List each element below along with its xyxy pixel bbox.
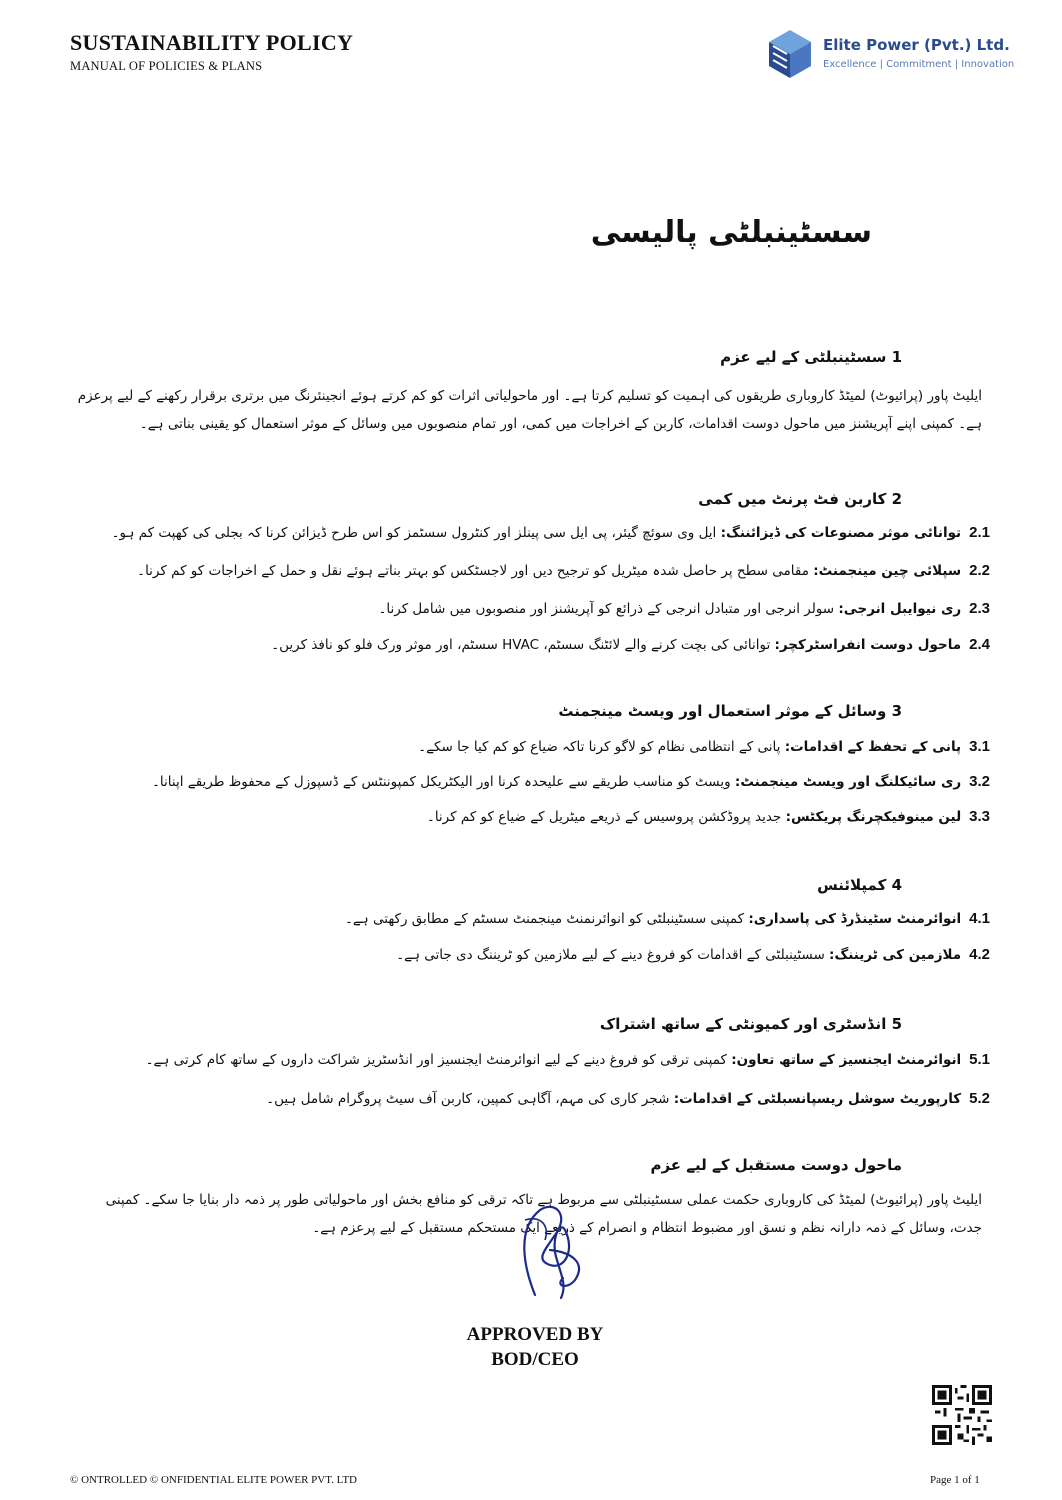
item-label: ری نیوایبل انرجی: xyxy=(838,601,962,617)
document-subtitle: MANUAL OF POLICIES & PLANS xyxy=(70,59,263,73)
page-number: Page 1 of 1 xyxy=(930,1474,980,1486)
section-5-heading: 5 انڈسٹری اور کمیونٹی کے ساتھ اشتراک xyxy=(599,1015,902,1033)
approved-by-label: APPROVED BY xyxy=(466,1324,604,1345)
approver-role: BOD/CEO xyxy=(491,1349,579,1370)
document-title: SUSTAINABILITY POLICY xyxy=(70,30,354,55)
item-label: سپلائی چین مینجمنٹ: xyxy=(813,563,962,579)
list-item-2-4 xyxy=(271,636,990,653)
item-label: توانائی موثر مصنوعات کی ڈیزائننگ: xyxy=(720,525,962,541)
list-item-2-2 xyxy=(137,562,990,579)
logo-cube-icon xyxy=(765,26,815,82)
item-text: شجر کاری کی مہم، آگاہی کمپین، کاربن آف سیٹ پروگرام شامل ہیں۔ xyxy=(266,1091,674,1107)
item-number: 3.3 xyxy=(969,808,990,825)
item-number: 2.4 xyxy=(969,636,990,653)
list-item-4-1 xyxy=(345,910,990,927)
section-3-heading: 3 وسائل کے موثر استعمال اور ویسٹ مینجمنٹ xyxy=(558,702,902,720)
list-item-4-2 xyxy=(396,946,990,963)
item-number: 2.2 xyxy=(969,562,990,579)
closing-body: ایلیٹ پاور (پرائیوٹ) لمیٹڈ کی کاروباری حکمت عملی سسٹینبلٹی سے مربوط ہے تاکہ ترقی کو منافع بخش اور ماحولیاتی طور پر ذمہ دار بنایا جا سکے۔ کمپنی جدت، وسائل کے ذمہ دارانہ نظم و نسق اور مضبوط انتظام و انصرام کے ذریعے ایک مستحکم مستقبل کے لیے پرعزم ہے۔ xyxy=(105,1192,982,1236)
item-label: انوائرمنٹ سٹینڈرڈ کی پاسداری: xyxy=(748,911,962,927)
list-item-5-2 xyxy=(266,1090,990,1107)
company-name: Elite Power (Pvt.) Ltd. xyxy=(823,36,1010,54)
item-label: پانی کے تحفظ کے اقدامات: xyxy=(784,739,962,755)
item-number: 2.1 xyxy=(969,524,990,541)
company-tagline: Excellence | Commitment | Innovation xyxy=(823,59,1015,70)
list-item-5-1 xyxy=(146,1051,990,1068)
item-number: 3.1 xyxy=(969,738,990,755)
section-1-body: ایلیٹ پاور (پرائیوٹ) لمیٹڈ کاروباری طریقوں کی اہمیت کو تسلیم کرتا ہے۔ اور ماحولیاتی اثرات کو کم کرتے ہوئے انجینئرنگ میں برتری برقرار رکھنے کے لیے پرعزم ہے۔ کمپنی اپنے آپریشنز میں ماحول دوست اقدامات، کاربن کے اخراجات میں کمی، اور تمام منصوبوں میں وسائل کے موثر استعمال کو یقینی بناتی ہے۔ xyxy=(77,388,982,432)
item-text: توانائی کی بچت کرنے والے لائٹنگ سسٹم، HVAC سسٹم، اور موثر ورک فلو کو نافذ کریں۔ xyxy=(271,637,775,653)
section-1-heading: 1 سسٹینبلٹی کے لیے عزم xyxy=(720,348,902,366)
item-label: ملازمین کی ٹریننگ: xyxy=(829,947,962,963)
item-text: ایل وی سوئچ گیئر، پی ایل سی پینلز اور کنٹرول سسٹمز کو اس طرح ڈیزائن کرنا کہ بجلی کی کھپت کم ہو۔ xyxy=(111,525,721,541)
section-4-heading: 4 کمپلائنس xyxy=(817,876,902,894)
section-2-heading: 2 کاربن فٹ پرنٹ میں کمی xyxy=(698,490,902,508)
item-label: ری سائیکلنگ اور ویسٹ مینجمنٹ: xyxy=(734,774,962,790)
item-label: لین مینوفیکچرنگ پریکٹس: xyxy=(785,809,962,825)
approval-block xyxy=(420,1190,650,1380)
item-number: 5.2 xyxy=(969,1090,990,1107)
item-number: 4.2 xyxy=(969,946,990,963)
document-header xyxy=(0,0,1062,90)
footer-confidentiality: © ONTROLLED © ONFIDENTIAL ELITE POWER PVT. LTD xyxy=(70,1474,357,1486)
list-item-3-3 xyxy=(427,808,990,825)
list-item-2-3 xyxy=(378,600,990,617)
item-label: کارپوریٹ سوشل ریسپانسبلٹی کے اقدامات: xyxy=(673,1091,962,1107)
item-label: انوائرمنٹ ایجنسیز کے ساتھ تعاون: xyxy=(731,1052,962,1068)
company-logo xyxy=(765,26,1015,86)
signature-image xyxy=(495,1190,605,1310)
item-text: سولر انرجی اور متبادل انرجی کے ذرائع کو آپریشنز اور منصوبوں میں شامل کرنا۔ xyxy=(378,601,839,617)
item-text: کمپنی سسٹینبلٹی کو انوائرنمنٹ مینجمنٹ سسٹم کے مطابق رکھتی ہے۔ xyxy=(344,911,749,927)
item-text: کمپنی ترقی کو فروغ دینے کے لیے انوائرمنٹ ایجنسیز اور انڈسٹریز شراکت داروں کے ساتھ کام کرتی ہے۔ xyxy=(145,1052,732,1068)
item-number: 3.2 xyxy=(969,773,990,790)
policy-title: سسٹینبلٹی پالیسی xyxy=(590,215,872,250)
item-number: 4.1 xyxy=(969,910,990,927)
item-text: جدید پروڈکشن پروسیس کے ذریعے میٹریل کے ضیاع کو کم کرنا۔ xyxy=(426,809,786,825)
closing-heading: ماحول دوست مستقبل کے لیے عزم xyxy=(650,1156,902,1174)
list-item-3-1 xyxy=(418,738,990,755)
qr-code-icon xyxy=(932,1385,992,1445)
item-text: ویسٹ کو مناسب طریقے سے علیحدہ کرنا اور الیکٹریکل کمپوننٹس کے ڈسپوزل کے محفوظ طریقے اپنانا۔ xyxy=(152,774,735,790)
item-number: 5.1 xyxy=(969,1051,990,1068)
list-item-3-2 xyxy=(152,773,990,790)
item-text: سسٹینبلٹی کے اقدامات کو فروغ دینے کے لیے ملازمین کو ٹریننگ دی جاتی ہے۔ xyxy=(396,947,830,963)
item-label: ماحول دوست انفراسٹرکچر: xyxy=(774,637,962,653)
list-item-2-1 xyxy=(112,524,990,541)
item-text: مقامی سطح پر حاصل شدہ میٹریل کو ترجیح دیں اور لاجسٹکس کو بہتر بناتے ہوئے نقل و حمل کے اخراجات کو کم کرنا۔ xyxy=(137,563,814,579)
item-text: پانی کے انتظامی نظام کو لاگو کرنا تاکہ ضیاع کو کم کیا جا سکے۔ xyxy=(418,739,785,755)
item-number: 2.3 xyxy=(969,600,990,617)
